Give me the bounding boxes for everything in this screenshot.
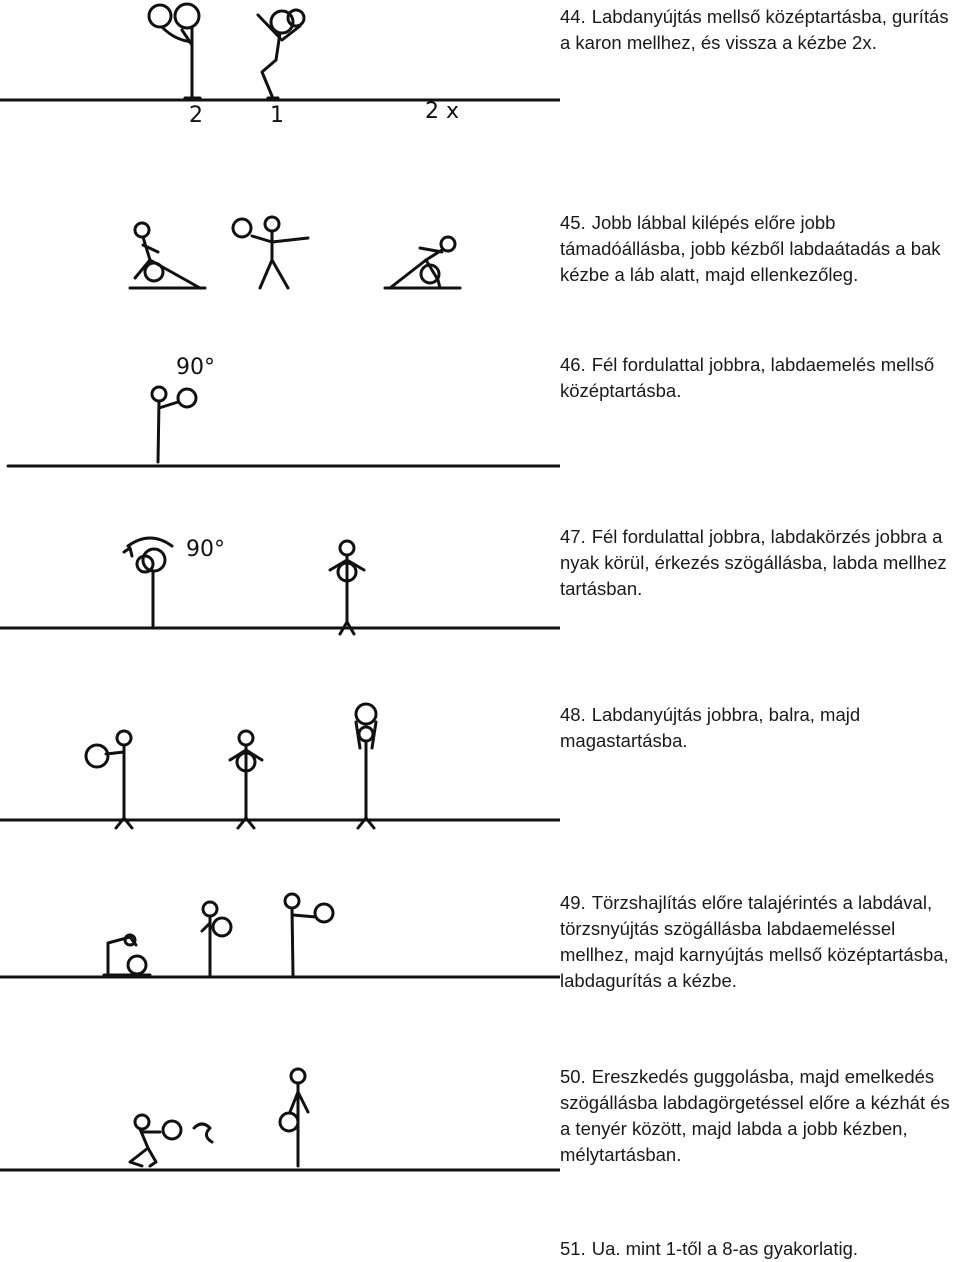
rotation-label: 90° xyxy=(176,355,215,380)
stick-figure xyxy=(258,10,304,98)
figure-label: 1 xyxy=(270,103,284,128)
exercise-47 xyxy=(560,524,955,602)
figure-45 xyxy=(0,200,560,300)
stick-figure xyxy=(285,894,333,975)
exercise-number: 51. xyxy=(560,1238,586,1259)
exercise-number: 45. xyxy=(560,212,586,233)
stick-figure xyxy=(356,704,376,828)
exercise-48 xyxy=(560,702,955,754)
rotation-arrow xyxy=(128,538,172,546)
rolling-motion-mark xyxy=(194,1124,212,1142)
exercise-text: Ua. mint 1-től a 8-as gyakorlatig. xyxy=(591,1238,859,1259)
stick-figure xyxy=(104,935,150,975)
figure-46 xyxy=(0,352,560,472)
figure-label: 2 xyxy=(189,103,203,128)
figure-49 xyxy=(0,885,560,985)
exercise-50 xyxy=(560,1064,955,1168)
exercise-text: Labdanyújtás jobbra, balra, majd magastartásba. xyxy=(560,704,861,751)
exercise-text: Fél fordulattal jobbra, labdakörzés jobbra a nyak körül, érkezés szögállásba, labda mellhez tartásban. xyxy=(560,526,947,599)
exercise-number: 44. xyxy=(560,6,586,27)
exercise-text: Törzshajlítás előre talajérintés a labdával, törzsnyújtás szögállásba labdaemeléssel mellhez, majd karnyújtás mellső középtartásba, labdagurítás a kézbe. xyxy=(560,892,949,991)
exercise-number: 47. xyxy=(560,526,586,547)
figure-47 xyxy=(0,522,560,642)
stick-figure xyxy=(130,1115,212,1166)
exercise-number: 50. xyxy=(560,1066,586,1087)
exercise-51 xyxy=(560,1236,955,1262)
exercise-text: Fél fordulattal jobbra, labdaemelés mellső középtartásba. xyxy=(560,354,935,401)
stick-figure xyxy=(330,541,364,634)
stick-figure xyxy=(230,731,262,828)
exercise-46 xyxy=(560,352,955,404)
figure-44 xyxy=(0,0,560,130)
stick-figure xyxy=(86,731,132,828)
figure-48 xyxy=(0,700,560,830)
stick-figure xyxy=(130,223,205,288)
exercise-number: 46. xyxy=(560,354,586,375)
exercise-44 xyxy=(560,4,955,56)
exercise-49 xyxy=(560,890,955,994)
stick-figure xyxy=(202,902,231,975)
stick-figure xyxy=(152,387,196,462)
figure-label: 2 x xyxy=(425,99,460,124)
exercise-text: Labdanyújtás mellső középtartásba, gurítás a karon mellhez, és vissza a kézbe 2x. xyxy=(560,6,949,53)
exercise-text: Jobb lábbal kilépés előre jobb támadóállásba, jobb kézből labdaátadás a bak kézbe a láb alatt, majd ellenkezőleg. xyxy=(560,212,941,285)
exercise-number: 49. xyxy=(560,892,586,913)
stick-figure xyxy=(233,217,308,288)
exercise-number: 48. xyxy=(560,704,586,725)
exercise-text: Ereszkedés guggolásba, majd emelkedés szögállásba labdagörgetéssel előre a kézhát és a tenyér között, majd labda a jobb kézben, mélytartásban. xyxy=(560,1066,950,1165)
rotation-label: 90° xyxy=(186,537,225,562)
figure-50 xyxy=(0,1062,560,1182)
stick-figure xyxy=(385,237,460,288)
stick-figure xyxy=(280,1069,308,1166)
exercise-45 xyxy=(560,210,955,288)
stick-figure xyxy=(149,4,200,98)
